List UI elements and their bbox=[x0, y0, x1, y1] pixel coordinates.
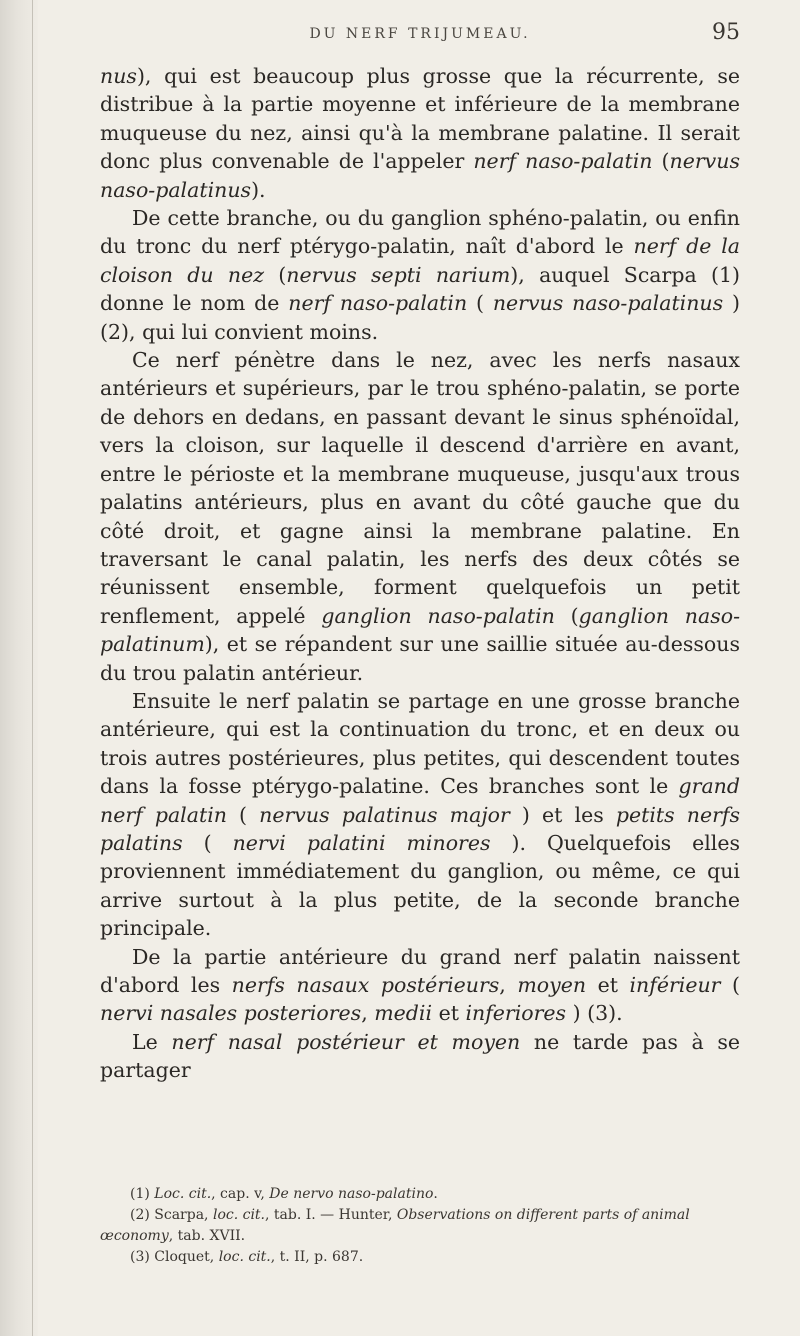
italic-term: nerf naso-palatin bbox=[288, 291, 468, 316]
text-run: Le bbox=[132, 1029, 172, 1054]
italic-term: nerf naso-palatin bbox=[473, 149, 653, 174]
italic-term: nervi nasales posteriores bbox=[100, 1001, 362, 1026]
italic-term: nerf de la cloison du nez bbox=[100, 234, 740, 287]
footnote bbox=[100, 1184, 740, 1205]
text-run: . bbox=[433, 1186, 438, 1202]
italic-term: nerfs nasaux postérieurs bbox=[231, 973, 500, 997]
italic-term: nervus palatinus major bbox=[259, 802, 510, 827]
text-run: , bbox=[499, 973, 518, 997]
book-page bbox=[100, 0, 740, 1336]
italic-term: nervus naso-palatinus bbox=[492, 291, 724, 316]
text-run: ) (2), qui lui convient moins. bbox=[100, 291, 741, 344]
text-run: De cette branche, ou du ganglion sphéno-palatin, ou enfin du tronc du nerf ptérygo-palatin, naît d'abord le bbox=[100, 206, 740, 259]
text-run: et bbox=[432, 1001, 466, 1026]
text-run: ( bbox=[467, 291, 493, 316]
page-number: 95 bbox=[712, 20, 740, 45]
binding-edge bbox=[32, 0, 33, 1336]
text-run: ( bbox=[720, 973, 741, 997]
text-run: ne tarde pas à se partager bbox=[100, 1029, 740, 1083]
italic-term: medii bbox=[374, 1001, 433, 1026]
text-run: ) (3). bbox=[566, 1001, 623, 1026]
italic-term: grand nerf palatin bbox=[100, 774, 740, 827]
running-head bbox=[100, 20, 740, 50]
text-run: ( bbox=[652, 149, 670, 174]
paragraph bbox=[100, 687, 740, 943]
text-run: et bbox=[586, 973, 630, 997]
italic-term: loc. cit. bbox=[212, 1207, 266, 1223]
running-head-title: DU NERF TRIJUMEAU. bbox=[309, 26, 531, 42]
text-run: , t. II, p. 687. bbox=[270, 1249, 364, 1265]
text-run: (1) bbox=[130, 1186, 155, 1202]
text-run: , bbox=[361, 1001, 375, 1026]
text-run: ). Quelquefois elles proviennent immédiatement du ganglion, ou même, ce qui arrive surtout à la plus petite, de la seconde branche principale. bbox=[100, 830, 741, 941]
italic-term: Observations on different parts of animal œconomy bbox=[100, 1207, 690, 1244]
text-run: , tab. I. — Hunter, bbox=[265, 1207, 397, 1223]
footnote bbox=[100, 1205, 740, 1247]
italic-term: petits nerfs palatins bbox=[100, 802, 740, 855]
footnote bbox=[100, 1247, 740, 1268]
paragraph bbox=[100, 346, 740, 687]
italic-term: nerf nasal postérieur et moyen bbox=[171, 1029, 521, 1054]
italic-term: moyen bbox=[517, 973, 587, 997]
italic-term: nervus septi narium bbox=[286, 262, 511, 287]
text-run: De la partie antérieure du grand nerf palatin naissent d'abord les bbox=[100, 944, 740, 997]
text-run: ) et les bbox=[509, 802, 616, 827]
italic-term: Loc. cit. bbox=[154, 1186, 212, 1202]
text-run: ). bbox=[251, 177, 266, 202]
text-run: ), et se répandent sur une saillie située au-dessous du trou palatin antérieur. bbox=[100, 632, 740, 685]
text-run: , cap. v, bbox=[211, 1186, 270, 1202]
text-run: Ce nerf pénètre dans le nez, avec les nerfs nasaux antérieurs et supérieurs, par le trou sphéno-palatin, se porte de dehors en dedans, en passant devant le sinus sphénoïdal, vers la cloison, sur laquelle il descend d'arrière en avant, entre le périoste et la membrane muqueuse, jusqu'aux trous palatins antérieurs, plus en avant du côté gauche que du côté droit, et gagne ainsi la membrane palatine. En traversant le canal palatin, les nerfs des deux côtés se réunissent ensemble, forment quelquefois un petit renflement, appelé bbox=[100, 348, 740, 628]
italic-term: ganglion naso-palatin bbox=[321, 603, 555, 628]
italic-term: De nervo naso-palatino bbox=[269, 1186, 434, 1202]
text-run: ( bbox=[226, 802, 260, 827]
text-run: ( bbox=[182, 830, 233, 855]
footnotes bbox=[100, 1184, 740, 1268]
text-run: ), auquel Scarpa (1) donne le nom de bbox=[100, 262, 740, 316]
paragraph bbox=[100, 943, 740, 1028]
body-text bbox=[100, 62, 740, 1085]
text-run: ( bbox=[554, 603, 579, 628]
paragraph bbox=[100, 204, 740, 346]
text-run: ), qui est beaucoup plus grosse que la récurrente, se distribue à la partie moyenne et inférieure de la membrane muqueuse du nez, ainsi qu'à la membrane palatine. Il serait donc plus convenable de l'appeler bbox=[100, 64, 740, 174]
italic-term: loc. cit. bbox=[218, 1249, 271, 1265]
italic-term: nus bbox=[100, 64, 137, 88]
text-run: (2) Scarpa, bbox=[130, 1207, 213, 1223]
text-run: , tab. XVII. bbox=[168, 1228, 246, 1244]
italic-term: inferiores bbox=[465, 1001, 567, 1026]
paragraph bbox=[100, 62, 740, 204]
italic-term: inférieur bbox=[629, 973, 721, 997]
text-run: (3) Cloquet, bbox=[130, 1249, 219, 1265]
italic-term: nervus naso-palatinus bbox=[100, 149, 740, 202]
text-run: Ensuite le nerf palatin se partage en une grosse branche antérieure, qui est la continuation du tronc, et en deux ou trois autres postérieures, plus petites, qui descendent toutes dans la fosse ptérygo-palatine. Ces branches sont le bbox=[100, 688, 740, 799]
italic-term: ganglion naso-palatinum bbox=[100, 603, 741, 657]
paragraph bbox=[100, 1028, 740, 1085]
text-run: ( bbox=[264, 262, 287, 287]
italic-term: nervi palatini minores bbox=[232, 830, 491, 855]
